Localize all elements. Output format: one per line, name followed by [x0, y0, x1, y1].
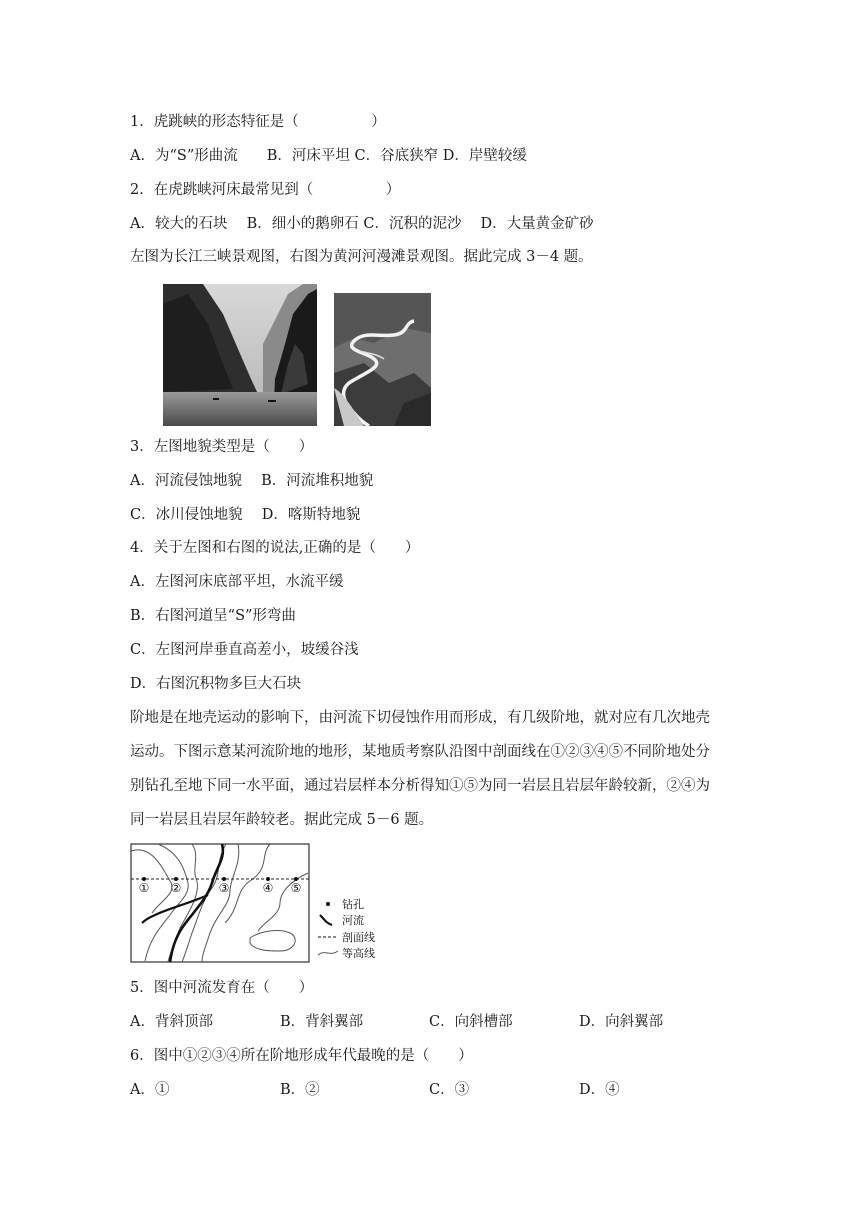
legend-contour: 等高线 — [342, 947, 375, 960]
question-6-option-c: C．③ — [429, 1082, 470, 1098]
question-6-option-a: A．① — [130, 1082, 170, 1098]
point-4-label: ④ — [262, 881, 274, 895]
point-2-label: ② — [170, 881, 182, 895]
question-3-options-row1: A．河流侵蚀地貌 B．河流堆积地貌 — [130, 473, 374, 489]
point-5-label: ⑤ — [290, 881, 302, 895]
question-5-option-c: C．向斜槽部 — [429, 1014, 513, 1030]
question-5-option-d: D．向斜翼部 — [579, 1014, 664, 1030]
question-4-option-b: B．右图河道呈“S”形弯曲 — [130, 608, 296, 624]
question-2-options: A．较大的石块 B．细小的鹅卵石 C．沉积的泥沙 D．大量黄金矿砂 — [130, 216, 594, 232]
legend-drill: 钻孔 — [342, 898, 364, 911]
question-6-stem: 6．图中①②③④所在阶地形成年代最晚的是（ ） — [130, 1048, 473, 1064]
intro-questions-5-6-line3: 别钻孔至地下同一水平面，通过岩层样本分析得知①⑤为同一岩层且岩层年龄较新，②④为 — [130, 778, 710, 794]
question-4-option-d: D．右图沉积物多巨大石块 — [130, 676, 302, 692]
legend-profile: 剖面线 — [342, 931, 375, 944]
question-6-option-d: D．④ — [579, 1082, 620, 1098]
intro-questions-3-4: 左图为长江三峡景观图，右图为黄河河漫滩景观图。据此完成 3－4 题。 — [130, 249, 593, 265]
yellow-river-floodplain-photo — [334, 293, 431, 426]
question-4-stem: 4．关于左图和右图的说法,正确的是（ ） — [130, 540, 420, 556]
three-gorges-photo — [163, 284, 317, 426]
legend-river: 河流 — [342, 914, 364, 927]
point-1-label: ① — [138, 881, 150, 895]
question-4-option-c: C．左图河岸垂直高差小，坡缓谷浅 — [130, 642, 359, 658]
question-1-stem: 1．虎跳峡的形态特征是（ ） — [130, 114, 386, 130]
question-1-options: A．为“S”形曲流 B．河床平坦 C．谷底狭窄 D．岸壁较缓 — [130, 148, 527, 164]
question-5-option-b: B．背斜翼部 — [280, 1014, 364, 1030]
river-terrace-map — [130, 843, 390, 965]
question-3-options-row2: C．冰川侵蚀地貌 D．喀斯特地貌 — [130, 507, 361, 523]
river-line — [170, 844, 223, 962]
question-2-stem: 2．在虎跳峡河床最常见到（ ） — [130, 182, 401, 198]
map-legend — [318, 897, 375, 960]
question-5-option-a: A．背斜顶部 — [130, 1014, 213, 1030]
intro-questions-5-6-line1: 阶地是在地壳运动的影响下，由河流下切侵蚀作用而形成，有几级阶地，就对应有几次地壳 — [130, 710, 710, 726]
point-3-label: ③ — [218, 881, 230, 895]
intro-questions-5-6-line4: 同一岩层且岩层年龄较老。据此完成 5－6 题。 — [130, 812, 434, 828]
question-4-option-a: A．左图河床底部平坦，水流平缓 — [130, 574, 344, 590]
question-5-stem: 5．图中河流发育在（ ） — [130, 980, 314, 996]
intro-questions-5-6-line2: 运动。下图示意某河流阶地的地形，某地质考察队沿图中剖面线在①②③④⑤不同阶地处分 — [130, 744, 710, 760]
question-6-option-b: B．② — [280, 1082, 320, 1098]
question-3-stem: 3．左图地貌类型是（ ） — [130, 439, 314, 455]
